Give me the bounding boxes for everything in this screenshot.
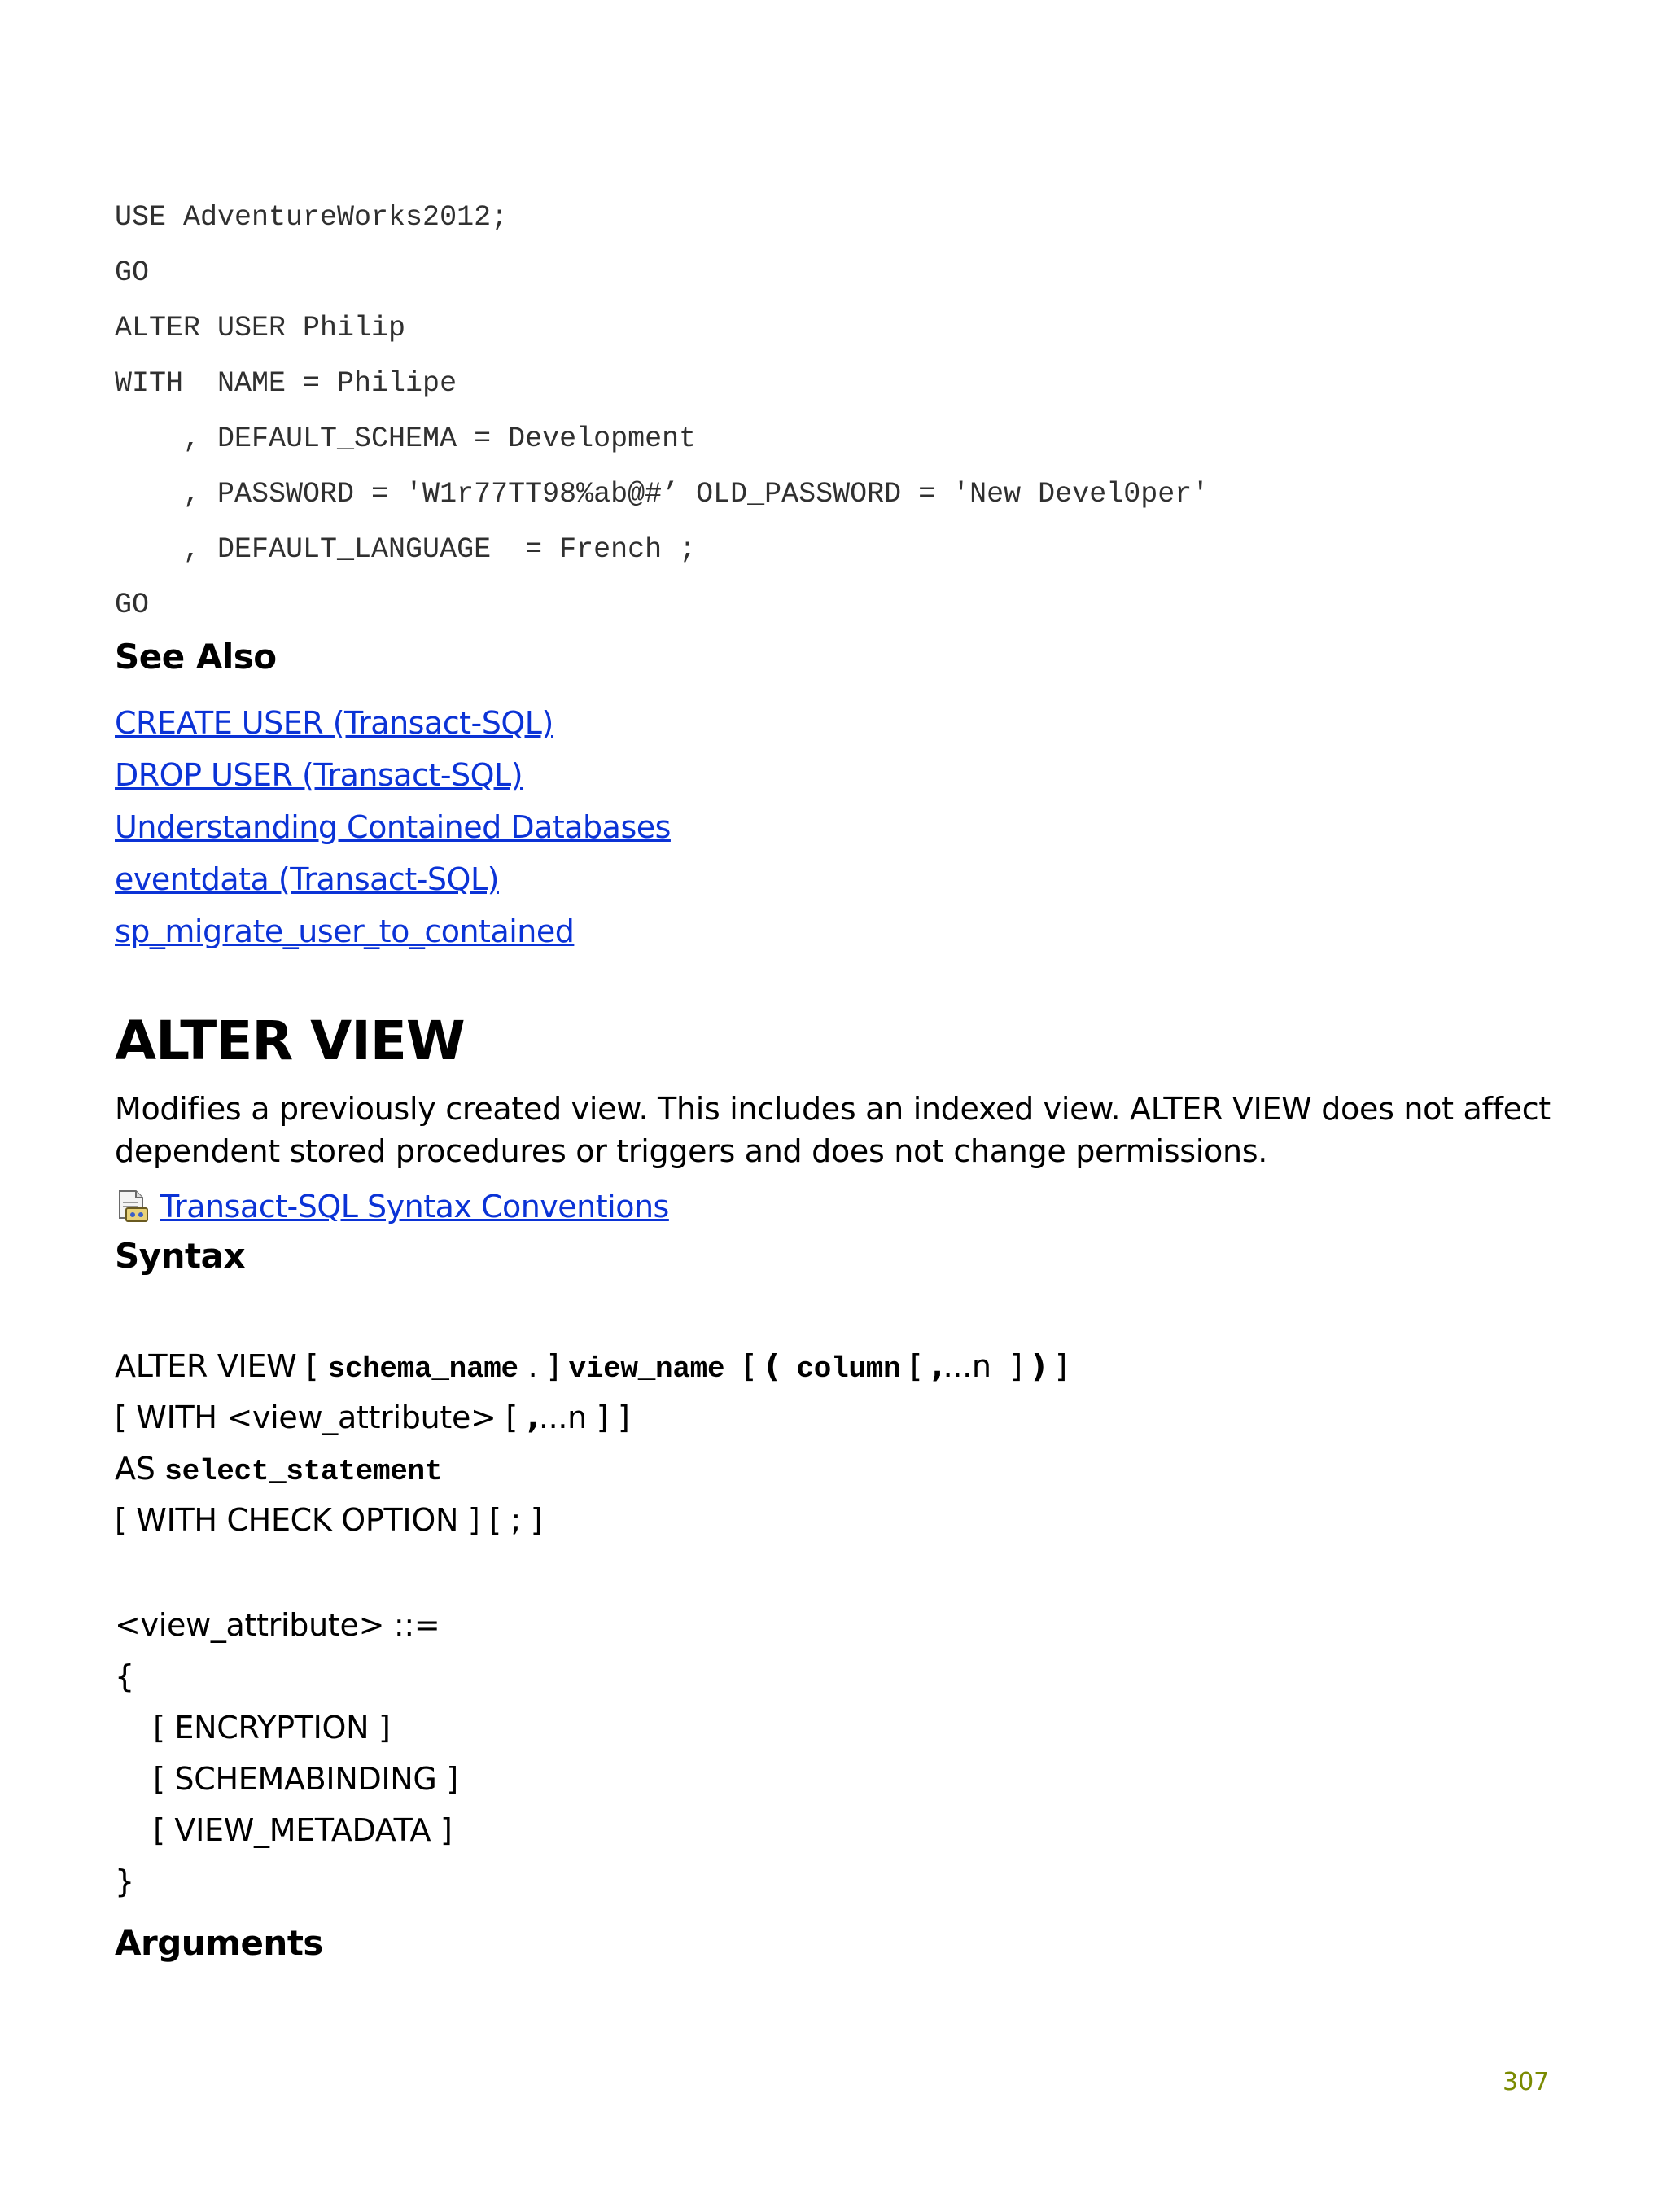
- section-description: Modifies a previously created view. This includes an indexed view. ALTER VIEW does not affect dependent stored procedures or triggers and does not change permissions.: [115, 1091, 1551, 1169]
- syntax-keyword: ,: [527, 1399, 539, 1435]
- link-eventdata[interactable]: eventdata (Transact-SQL): [115, 861, 499, 897]
- code-line: , PASSWORD = 'W1r77TT98%ab@#’ OLD_PASSWORD = 'New Devel0per': [115, 478, 1210, 510]
- syntax-text: [: [724, 1348, 766, 1384]
- section-title: ALTER VIEW: [115, 1010, 465, 1072]
- syntax-line: [115, 1345, 1067, 1396]
- syntax-line: [115, 1396, 1067, 1448]
- syntax-spacer: [115, 1550, 1067, 1604]
- syntax-keyword: select_statement: [164, 1455, 443, 1488]
- syntax-line: [ VIEW_METADATA ]: [115, 1812, 453, 1848]
- link-contained-databases[interactable]: Understanding Contained Databases: [115, 809, 671, 845]
- syntax-keyword: column: [779, 1352, 901, 1386]
- code-example: [115, 195, 1209, 638]
- syntax-heading: Syntax: [115, 1236, 246, 1276]
- syntax-line: [115, 1448, 1067, 1499]
- syntax-keyword: (: [765, 1348, 780, 1384]
- syntax-text: ...n: [943, 1348, 991, 1384]
- code-line: , DEFAULT_SCHEMA = Development: [115, 423, 697, 455]
- code-line: ALTER USER Philip: [115, 312, 406, 344]
- syntax-line: [ WITH CHECK OPTION ] [ ; ]: [115, 1502, 543, 1538]
- syntax-text: . ]: [518, 1348, 569, 1384]
- syntax-text: [ WITH <view_attribute> [: [115, 1399, 527, 1435]
- syntax-text: [: [900, 1348, 932, 1384]
- syntax-text: ]: [991, 1348, 1032, 1384]
- syntax-keyword: view_name: [568, 1352, 725, 1386]
- link-create-user[interactable]: CREATE USER (Transact-SQL): [115, 705, 553, 741]
- code-line: GO: [115, 256, 150, 289]
- link-drop-user[interactable]: DROP USER (Transact-SQL): [115, 757, 523, 793]
- syntax-text: AS: [115, 1451, 165, 1487]
- code-line: WITH NAME = Philipe: [115, 367, 457, 400]
- syntax-line: [ ENCRYPTION ]: [115, 1710, 391, 1746]
- syntax-text: ALTER VIEW [: [115, 1348, 328, 1384]
- syntax-keyword: ): [1031, 1348, 1046, 1384]
- syntax-keyword: schema_name: [327, 1352, 518, 1386]
- code-line: , DEFAULT_LANGUAGE = French ;: [115, 533, 697, 566]
- code-line: GO: [115, 589, 150, 621]
- link-sp-migrate-user[interactable]: sp_migrate_user_to_contained: [115, 913, 575, 949]
- conventions-row: [115, 1182, 669, 1231]
- syntax-keyword: ,: [931, 1348, 943, 1384]
- syntax-block: [115, 1345, 1067, 1912]
- document-icon: [115, 1189, 151, 1224]
- syntax-conventions-link[interactable]: Transact-SQL Syntax Conventions: [160, 1189, 669, 1224]
- page-number: 307: [1503, 2068, 1550, 2096]
- syntax-line: {: [115, 1658, 134, 1694]
- syntax-line: [ SCHEMABINDING ]: [115, 1761, 458, 1797]
- syntax-text: ]: [1045, 1348, 1067, 1384]
- syntax-line: <view_attribute> ::=: [115, 1607, 440, 1643]
- arguments-heading: Arguments: [115, 1923, 323, 1963]
- syntax-text: ...n ] ]: [538, 1399, 630, 1435]
- code-line: USE AdventureWorks2012;: [115, 201, 509, 234]
- see-also-heading: See Also: [115, 637, 277, 677]
- see-also-links: [115, 700, 671, 961]
- syntax-line: }: [115, 1864, 134, 1899]
